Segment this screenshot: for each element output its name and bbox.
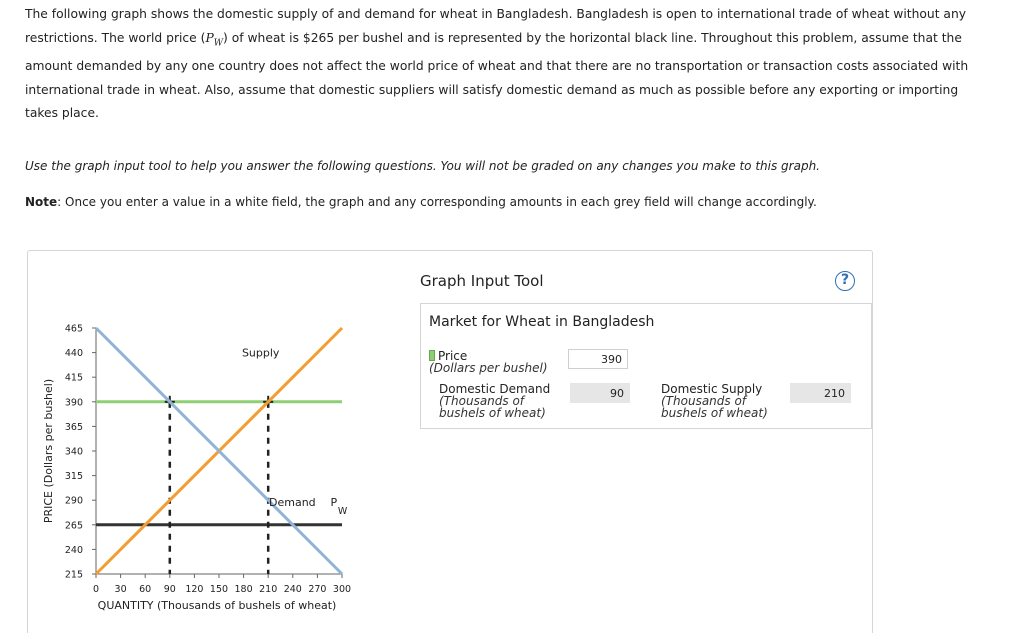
help-icon[interactable]: ? bbox=[835, 271, 855, 291]
y-tick-label: 240 bbox=[64, 544, 83, 556]
price-color-swatch bbox=[429, 350, 435, 361]
y-tick-label: 265 bbox=[64, 520, 83, 532]
domestic-demand-value: 90 bbox=[570, 383, 630, 403]
price-sublabel: (Dollars per bushel) bbox=[429, 361, 548, 375]
y-tick-label: 315 bbox=[64, 471, 83, 483]
chart-lines bbox=[96, 328, 342, 574]
x-tick-label: 150 bbox=[209, 584, 229, 595]
x-tick-label: 90 bbox=[163, 584, 176, 595]
graph-instruction: Use the graph input tool to help you answer the following questions. You will not be graded on any changes you make to this graph. bbox=[25, 159, 820, 173]
x-tick-label: 30 bbox=[114, 584, 127, 595]
y-tick-label: 390 bbox=[64, 397, 83, 409]
world-price-label: P bbox=[330, 496, 338, 510]
x-tick-label: 60 bbox=[139, 584, 152, 595]
domestic-supply-value: 210 bbox=[790, 383, 851, 403]
x-tick-label: 270 bbox=[308, 584, 327, 595]
problem-intro bbox=[25, 3, 985, 126]
price-field-label bbox=[429, 350, 548, 374]
price-label: Price bbox=[438, 349, 468, 363]
x-tick-label: 210 bbox=[259, 584, 278, 595]
y-tick-label: 340 bbox=[64, 446, 83, 458]
y-tick-label: 415 bbox=[64, 372, 83, 384]
y-tick-label: 465 bbox=[64, 323, 83, 335]
graph-input-tool-title: Graph Input Tool bbox=[420, 272, 544, 290]
supply-label: Supply bbox=[241, 346, 280, 360]
demand-label: Demand bbox=[269, 496, 316, 510]
graph-tool-panel bbox=[27, 250, 873, 633]
domestic-supply-label: Domestic Supply (Thousands of bushels of wheat) bbox=[661, 382, 768, 420]
note-text bbox=[25, 193, 817, 211]
world-price-symbol: $P_W$ bbox=[205, 30, 223, 48]
x-tick-label: 0 bbox=[92, 584, 100, 595]
y-tick-label: 440 bbox=[64, 348, 83, 360]
x-tick-label: 180 bbox=[234, 584, 253, 595]
y-axis-title: PRICE (Dollars per bushel) bbox=[42, 378, 55, 524]
x-tick-label: 240 bbox=[283, 584, 302, 595]
wheat-market-chart[interactable] bbox=[28, 251, 420, 633]
chart-labels bbox=[42, 347, 348, 612]
note-body: : Once you enter a value in a white field, the graph and any corresponding amounts in each grey field will change accordingly. bbox=[57, 195, 817, 209]
chart-axes bbox=[65, 324, 351, 596]
market-title: Market for Wheat in Bangladesh bbox=[429, 314, 655, 330]
y-tick-label: 290 bbox=[64, 495, 83, 507]
graph-input-box bbox=[420, 303, 872, 429]
intro-text-part1: The following graph shows the domestic supply of and demand for wheat in Bangladesh. Bangladesh is open to international trade of wheat without any restrictions. The world price ( bbox=[25, 7, 967, 45]
x-axis-title: QUANTITY (Thousands of bushels of wheat) bbox=[97, 599, 337, 612]
price-input[interactable]: 390 bbox=[568, 349, 628, 369]
y-tick-label: 215 bbox=[64, 569, 83, 581]
y-tick-label: 365 bbox=[64, 421, 83, 433]
world-price-label-sub: W bbox=[337, 505, 348, 517]
domestic-demand-label: Domestic Demand (Thousands of bushels of wheat) bbox=[439, 382, 551, 420]
note-label: Note bbox=[25, 195, 58, 209]
x-tick-label: 300 bbox=[332, 584, 352, 595]
x-tick-label: 120 bbox=[185, 584, 204, 595]
intro-text-part2: ) of wheat is $265 per bushel and is represented by the horizontal black line. Throughout this problem, assume that the amount demanded by any one country does not affect the world price of wheat and that there are no transportation or transaction costs associated with international trade in wheat. Also, assume that domestic suppliers will satisfy domestic demand as much as possible before any exporting or importing takes place. bbox=[25, 30, 969, 121]
